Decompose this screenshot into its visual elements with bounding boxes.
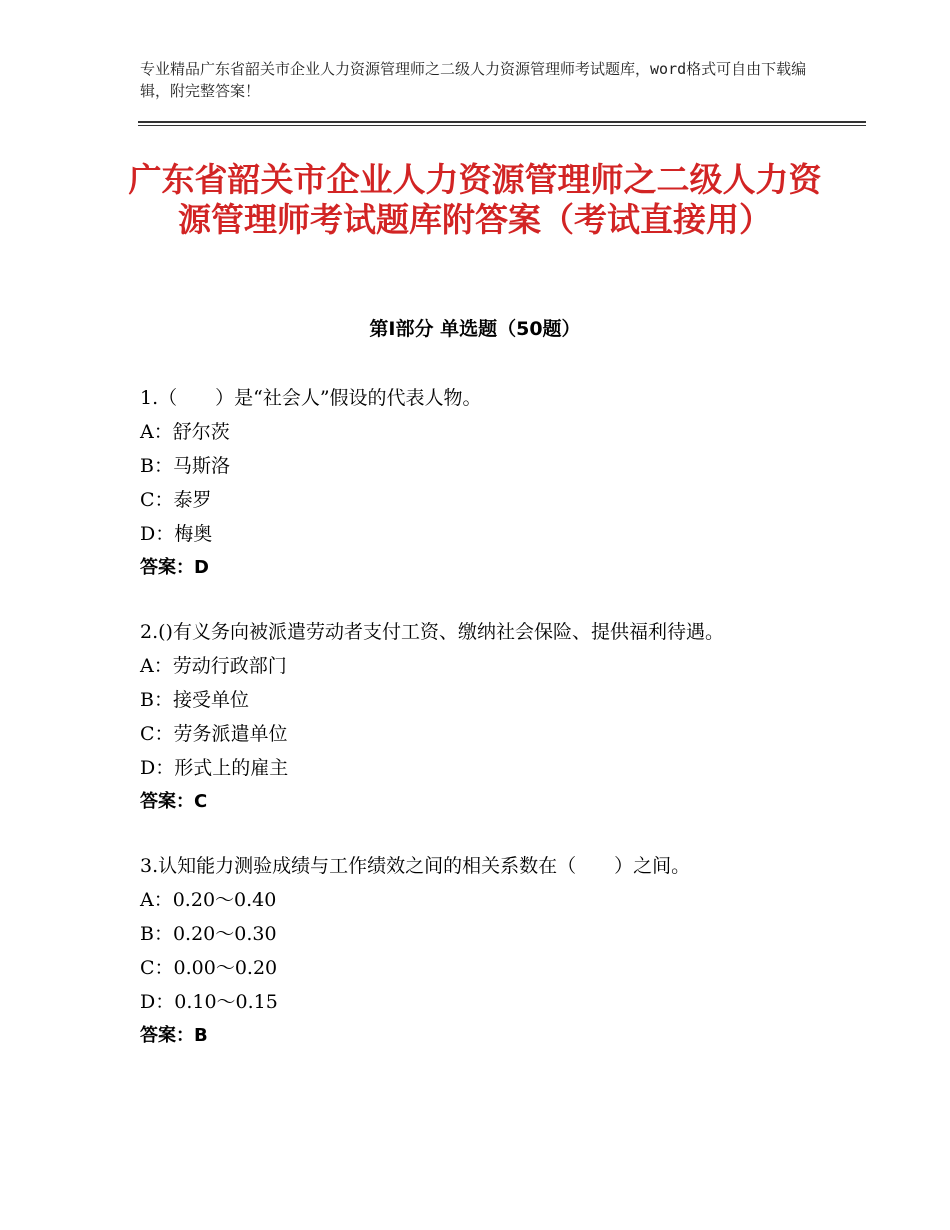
question-list — [140, 383, 790, 1085]
header-note: 专业精品广东省韶关市企业人力资源管理师之二级人力资源管理师考试题库，word格式可自由下载编辑，附完整答案！ — [140, 60, 807, 100]
document-title: 广东省韶关市企业人力资源管理师之二级人力资源管理师考试题库附答案（考试直接用） — [128, 160, 822, 239]
question-3 — [140, 851, 790, 1051]
question-2 — [140, 617, 790, 817]
option-a: A：舒尔茨 — [140, 421, 230, 443]
header-divider-thick — [138, 121, 866, 123]
question-1 — [140, 383, 790, 583]
answer: 答案：D — [140, 557, 209, 578]
answer: 答案：B — [140, 1025, 208, 1046]
option-d: D：形式上的雇主 — [140, 757, 289, 779]
option-b: B：接受单位 — [140, 689, 249, 711]
option-a: A：劳动行政部门 — [140, 655, 287, 677]
option-c: C：0.00～0.20 — [140, 957, 278, 979]
option-c: C：劳务派遣单位 — [140, 723, 288, 745]
option-c: C：泰罗 — [140, 489, 212, 511]
answer: 答案：C — [140, 791, 208, 812]
question-stem: 2.()有义务向被派遣劳动者支付工资、缴纳社会保险、提供福利待遇。 — [140, 621, 724, 643]
option-b: B：0.20～0.30 — [140, 923, 277, 945]
option-a: A：0.20～0.40 — [140, 889, 277, 911]
option-d: D：梅奥 — [140, 523, 213, 545]
header-divider-thin — [138, 125, 866, 126]
question-stem: 1.（ ）是“社会人”假设的代表人物。 — [140, 387, 482, 409]
question-stem: 3.认知能力测验成绩与工作绩效之间的相关系数在（ ）之间。 — [140, 855, 691, 877]
section-title: 第Ⅰ部分 单选题（50题） — [369, 318, 581, 340]
option-d: D：0.10～0.15 — [140, 991, 278, 1013]
option-b: B：马斯洛 — [140, 455, 230, 477]
